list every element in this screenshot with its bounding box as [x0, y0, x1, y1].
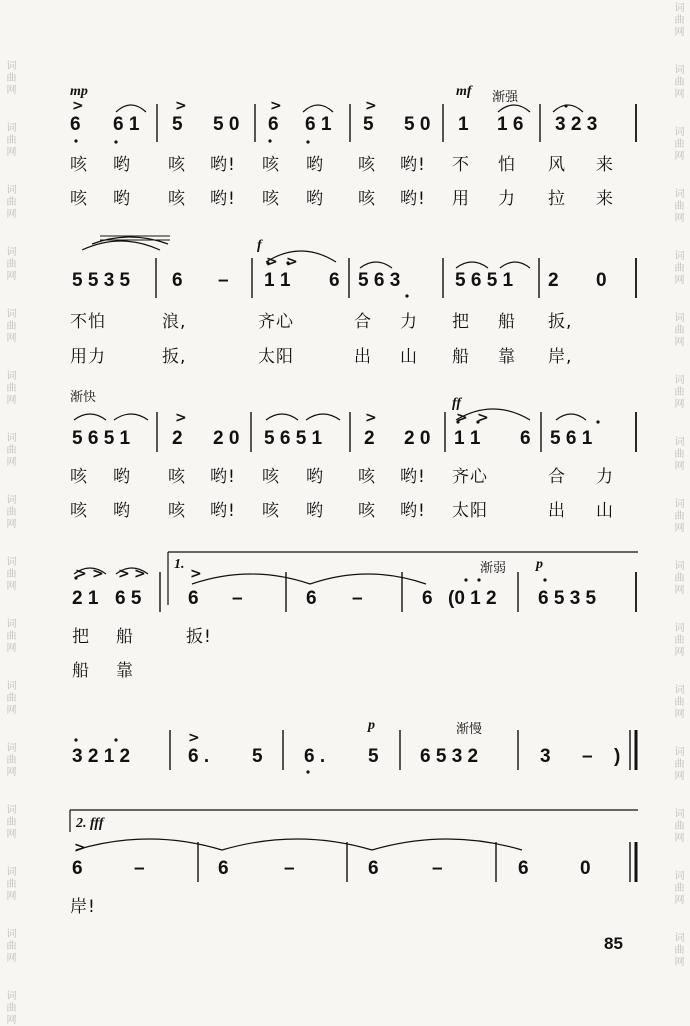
- watermark-text-left: 词曲网: [4, 866, 15, 902]
- lyric-verse2: 哟: [113, 189, 131, 209]
- lyric-verse1: 哟: [113, 467, 131, 487]
- lyric-verse1: 不怕: [70, 312, 106, 332]
- note-group: 6: [172, 270, 183, 291]
- accent-mark: >: [92, 566, 104, 582]
- note-group: 6 1: [305, 114, 332, 135]
- accent-mark: >: [118, 566, 130, 582]
- lyric-verse1: 合: [548, 467, 566, 487]
- watermark-text-left: 词曲网: [4, 60, 15, 96]
- lyric-verse2: 咳: [358, 501, 376, 521]
- watermark-text: 词曲网: [672, 312, 683, 348]
- lyric-verse2: 靠: [498, 347, 516, 367]
- note-group: 6: [306, 588, 317, 609]
- watermark-text: 词曲网: [672, 808, 683, 844]
- watermark-text: 词曲网: [672, 64, 683, 100]
- lyric-verse1: 不: [452, 155, 470, 175]
- note-group: 1 1: [264, 270, 291, 291]
- note-group: 6: [218, 858, 229, 879]
- lyric-verse2: 岸,: [548, 347, 573, 367]
- lyric-verse1: 咳: [262, 467, 280, 487]
- lyric-verse1: 咳: [168, 155, 186, 175]
- lyric-verse1: 哟!: [400, 467, 426, 487]
- watermark-text: 词曲网: [672, 870, 683, 906]
- accent-mark: >: [175, 410, 187, 426]
- lyric-verse1: 浪,: [162, 312, 187, 332]
- lyric-verse1: 合: [354, 312, 372, 332]
- note-group: 5 0: [404, 114, 431, 135]
- watermark-text: 词曲网: [672, 932, 683, 968]
- note-group: 6: [268, 114, 279, 135]
- note-group: 2 0: [404, 428, 431, 449]
- note-group: 5 6 5 1: [455, 270, 514, 291]
- accent-mark: >: [188, 730, 200, 746]
- note-group: 5 6 1: [550, 428, 593, 449]
- dynamic-p: p: [368, 718, 375, 733]
- note-group: 1 6: [497, 114, 524, 135]
- note-group: 6: [188, 588, 199, 609]
- watermark-text-left: 词曲网: [4, 556, 15, 592]
- note-group: 1 1: [454, 428, 481, 449]
- lyric-verse1: 船: [498, 312, 516, 332]
- note-group: –: [352, 588, 363, 609]
- lyric-verse1: 哟: [306, 155, 324, 175]
- lyric-verse2: 出: [548, 501, 566, 521]
- lyric-verse1: 把: [72, 627, 90, 647]
- lyric-verse2: 扳,: [162, 347, 187, 367]
- note-group: 6: [422, 588, 433, 609]
- note-group: 6: [329, 270, 340, 291]
- lyric-verse2: 哟: [113, 501, 131, 521]
- note-group: –: [232, 588, 243, 609]
- lyric-verse1: 咳: [358, 467, 376, 487]
- lyric-verse2: 哟!: [400, 501, 426, 521]
- note-group: –: [218, 270, 229, 291]
- lyric-verse1: 哟!: [400, 155, 426, 175]
- watermark-text-left: 词曲网: [4, 990, 15, 1026]
- watermark-text-left: 词曲网: [4, 184, 15, 220]
- note-group: 5 6 3: [358, 270, 401, 291]
- lyric-verse2: 拉: [548, 189, 566, 209]
- lyric-verse2: 咳: [262, 501, 280, 521]
- note-group: 5: [363, 114, 374, 135]
- watermark-text-left: 词曲网: [4, 370, 15, 406]
- dynamic-ff: ff: [452, 396, 462, 411]
- watermark-text: 词曲网: [672, 560, 683, 596]
- lyric-verse1: 咳: [358, 155, 376, 175]
- watermark-text: 词曲网: [672, 126, 683, 162]
- watermark-text-left: 词曲网: [4, 680, 15, 716]
- accent-mark: >: [72, 98, 84, 114]
- lyric-verse1: 哟: [113, 155, 131, 175]
- note-group: 2: [548, 270, 559, 291]
- note-group: 5 5 3 5: [72, 270, 131, 291]
- accent-mark: >: [75, 566, 87, 582]
- lyric-verse1: 扳!: [186, 627, 212, 647]
- note-group: 2: [172, 428, 183, 449]
- lyric-verse1: 齐心: [452, 467, 488, 487]
- lyric-verse2: 哟!: [210, 189, 236, 209]
- note-group: 5: [252, 746, 263, 767]
- lyric-verse2: 咳: [168, 189, 186, 209]
- lyric-verse2: 咳: [358, 189, 376, 209]
- watermark-text-left: 词曲网: [4, 432, 15, 468]
- accent-mark: >: [477, 410, 489, 426]
- lyric-verse2: 咳: [70, 189, 88, 209]
- watermark-text-left: 词曲网: [4, 246, 15, 282]
- lyric-verse1: 哟!: [210, 467, 236, 487]
- note-group: 3 2 1 2: [72, 746, 131, 767]
- watermark-text-left: 词曲网: [4, 308, 15, 344]
- note-group: 6 5: [115, 588, 142, 609]
- note-group: 6: [72, 858, 83, 879]
- accent-mark: >: [365, 410, 377, 426]
- lyric-verse2: 靠: [116, 661, 134, 681]
- lyric-verse2: 船: [72, 661, 90, 681]
- page-number: 85: [604, 934, 623, 953]
- accent-mark: >: [134, 566, 146, 582]
- lyric-verse2: 咳: [70, 501, 88, 521]
- lyric-verse1: 力: [400, 312, 418, 332]
- watermark-text: 词曲网: [672, 436, 683, 472]
- note-group: 3 2 3: [555, 114, 598, 135]
- note-group: 6: [368, 858, 379, 879]
- watermark-text-left: 词曲网: [4, 928, 15, 964]
- watermark-text: 词曲网: [672, 746, 683, 782]
- watermark-text: 词曲网: [672, 684, 683, 720]
- note-group: 0: [596, 270, 607, 291]
- note-group: –: [582, 746, 593, 767]
- watermark-text-left: 词曲网: [4, 494, 15, 530]
- note-group: 1: [458, 114, 469, 135]
- lyric-verse1: 力: [596, 467, 614, 487]
- note-group: 5 6 5 1: [72, 428, 131, 449]
- accent-mark: >: [266, 254, 278, 270]
- lyric-verse1: 哟!: [210, 155, 236, 175]
- note-group: 5 6 5 1: [264, 428, 323, 449]
- dynamic-f: f: [257, 238, 262, 253]
- lyric-verse2: 用: [452, 189, 470, 209]
- lyric-verse2: 哟!: [210, 501, 236, 521]
- lyric-verse1: 船: [116, 627, 134, 647]
- accent-mark: >: [190, 566, 202, 582]
- lyric-verse1: 咳: [262, 155, 280, 175]
- note-group: 6: [70, 114, 81, 135]
- note-group: (0 1 2: [448, 588, 497, 609]
- lyric-verse2: 哟: [306, 189, 324, 209]
- note-group: 5: [368, 746, 379, 767]
- lyric-verse2: 出: [354, 347, 372, 367]
- note-group: ): [614, 746, 621, 767]
- accent-mark: >: [286, 254, 298, 270]
- note-group: 3: [540, 746, 551, 767]
- lyric-verse1: 风: [548, 155, 566, 175]
- lyric-verse1: 咳: [70, 155, 88, 175]
- lyric-verse2: 咳: [262, 189, 280, 209]
- crescendo-text: 渐强: [492, 90, 519, 105]
- accent-mark: >: [365, 98, 377, 114]
- watermark-text-left: 词曲网: [4, 804, 15, 840]
- lyric-verse1: 来: [596, 155, 614, 175]
- volta-2-fff: 2. fff: [76, 816, 104, 831]
- lyric-verse1: 扳,: [548, 312, 573, 332]
- lyric-verse2: 太阳: [452, 501, 488, 521]
- note-group: 6 5 3 2: [420, 746, 479, 767]
- note-group: 5: [172, 114, 183, 135]
- lyric-verse2: 来: [596, 189, 614, 209]
- lyric-verse2: 用力: [70, 347, 106, 367]
- volta-1: 1.: [174, 557, 185, 572]
- note-group: 0: [580, 858, 591, 879]
- note-group: 6 1: [113, 114, 140, 135]
- note-group: 6 5 3 5: [538, 588, 597, 609]
- lyric-verse2: 太阳: [258, 347, 294, 367]
- accelerando-text: 渐快: [70, 390, 97, 405]
- note-group: 6: [518, 858, 529, 879]
- accent-mark: >: [456, 410, 468, 426]
- watermark-text-left: 词曲网: [4, 742, 15, 778]
- note-group: 2 0: [213, 428, 240, 449]
- lyric-verse2: 咳: [168, 501, 186, 521]
- watermark-text: 词曲网: [672, 622, 683, 658]
- note-group: 5 0: [213, 114, 240, 135]
- note-group: 6 .: [304, 746, 326, 767]
- lyric-verse2: 山: [596, 501, 614, 521]
- ritardando-text: 渐慢: [456, 722, 483, 737]
- dynamic-mf: mf: [456, 84, 472, 99]
- note-group: 2: [364, 428, 375, 449]
- note-group: –: [284, 858, 295, 879]
- watermark-text: 词曲网: [672, 250, 683, 286]
- lyric-verse1: 把: [452, 312, 470, 332]
- note-group: 6 .: [188, 746, 210, 767]
- watermark-text: 词曲网: [672, 498, 683, 534]
- lyric-verse2: 哟: [306, 501, 324, 521]
- watermark-text: 词曲网: [672, 2, 683, 38]
- lyric-verse1: 咳: [70, 467, 88, 487]
- note-group: –: [134, 858, 145, 879]
- accent-mark: >: [175, 98, 187, 114]
- note-group: –: [432, 858, 443, 879]
- lyric-verse1: 怕: [498, 155, 516, 175]
- lyric-verse1: 哟: [306, 467, 324, 487]
- accent-mark: >: [74, 840, 86, 856]
- watermark-text-left: 词曲网: [4, 122, 15, 158]
- lyric-verse2: 山: [400, 347, 418, 367]
- watermark-text: 词曲网: [672, 374, 683, 410]
- dynamic-mp: mp: [70, 84, 88, 99]
- dynamic-p: p: [536, 557, 543, 572]
- watermark-text: 词曲网: [672, 188, 683, 224]
- note-group: 2 1: [72, 588, 99, 609]
- accent-mark: >: [270, 98, 282, 114]
- lyric-verse1: 岸!: [70, 897, 96, 917]
- lyric-verse2: 力: [498, 189, 516, 209]
- lyric-verse2: 船: [452, 347, 470, 367]
- watermark-text-left: 词曲网: [4, 618, 15, 654]
- diminuendo-text: 渐弱: [480, 561, 507, 576]
- note-group: 6: [520, 428, 531, 449]
- lyric-verse2: 哟!: [400, 189, 426, 209]
- lyric-verse1: 齐心: [258, 312, 294, 332]
- lyric-verse1: 咳: [168, 467, 186, 487]
